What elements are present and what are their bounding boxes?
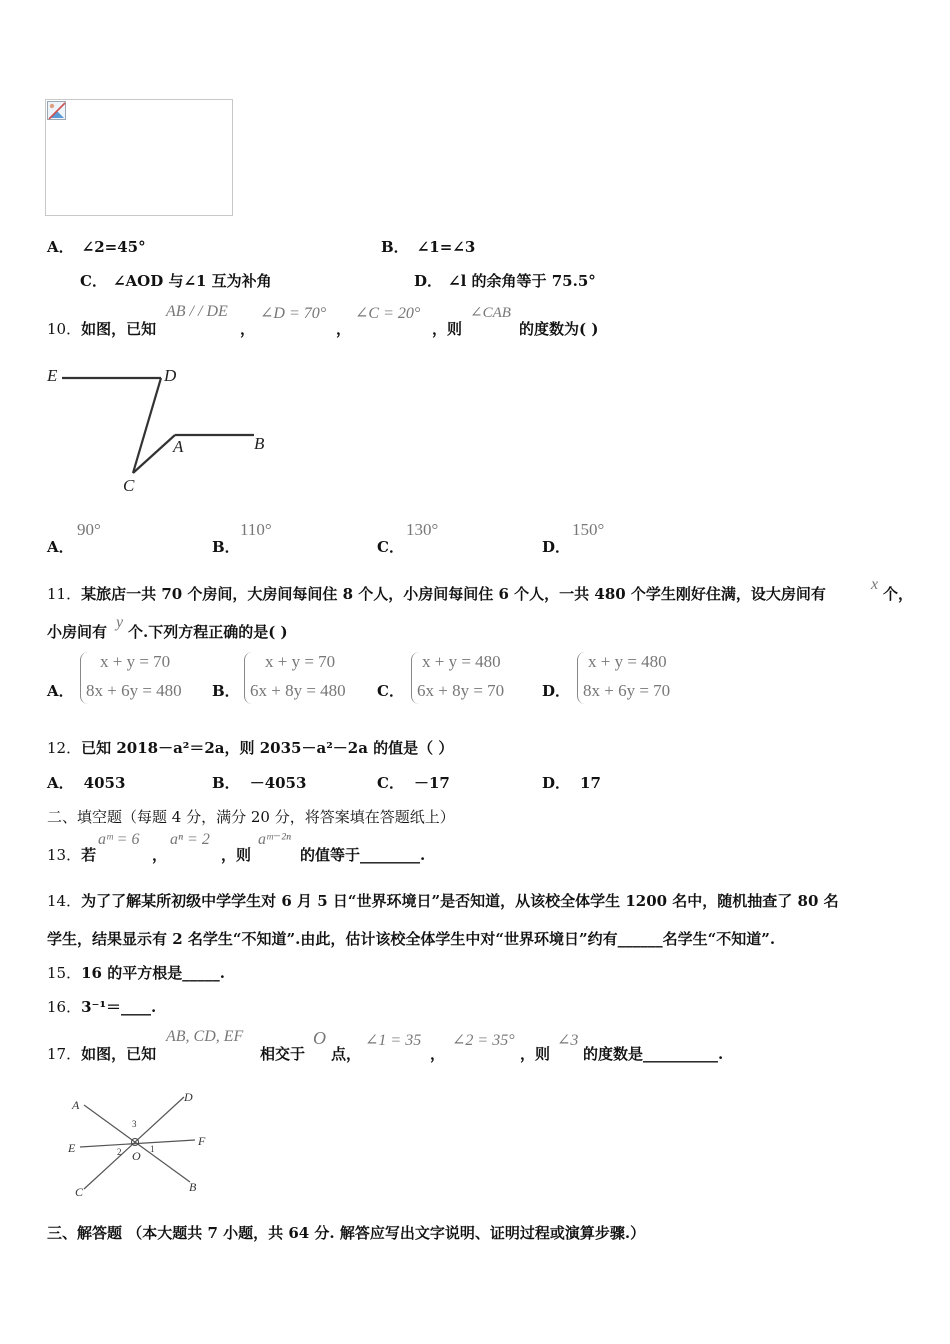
q17-then: ，则: [520, 1045, 551, 1063]
q15-text: 16 的平方根是_____.: [81, 964, 225, 982]
q11-option-c-eq1: x + y = 480: [422, 652, 501, 671]
q17-point: 点，: [331, 1045, 362, 1063]
q17-stem: [47, 1043, 156, 1064]
q10-option-c-value: 130°: [406, 520, 439, 539]
option-text: ∠1=∠3: [416, 238, 476, 256]
option-letter: D．: [542, 774, 571, 792]
line-ef: [80, 1140, 195, 1147]
question-number: 13．: [47, 846, 82, 864]
question-number: 10．: [47, 320, 82, 338]
label-e: E: [68, 1141, 76, 1155]
q15-stem: [47, 962, 225, 983]
q10-option-d-value: 150°: [572, 520, 605, 539]
option-letter: A．: [47, 774, 74, 792]
option-text: －4053: [249, 774, 307, 792]
option-text: ∠AOD 与∠1 互为补角: [112, 272, 272, 290]
angle-1-label: 1: [150, 1144, 155, 1154]
q16-stem: [47, 996, 156, 1017]
option-letter: C．: [377, 774, 404, 792]
q11-line-1: [47, 583, 826, 604]
q9-option-b: [381, 236, 475, 257]
option-text: －17: [413, 774, 450, 792]
q13-post: 的值等于________.: [300, 846, 426, 864]
q11-option-a-letter: A．: [47, 682, 74, 700]
q17-intersect: 相交于: [260, 1045, 306, 1063]
question-number: 15．: [47, 964, 82, 982]
q12-text: 已知 2018－a²＝2a，则 2035－a²－2a 的值是（ ）: [81, 739, 454, 757]
option-letter: A．: [47, 238, 74, 256]
q11-option-c-letter: C．: [377, 682, 404, 700]
q14-line-2: 学生，结果显示有 2 名学生“不知道”.由此，估计该校全体学生中对“世界环境日”约有______名学生“不知道”.: [47, 930, 776, 948]
question-number: 17．: [47, 1045, 82, 1063]
q10-comma-1: ，: [240, 320, 256, 338]
q11-option-b-eq2: 6x + 8y = 480: [250, 681, 346, 700]
q14-text-1: 为了了解某所初级中学学生对 6 月 5 日“世界环境日”是否知道，从该校全体学生 1200 名中，随机抽查了 80 名: [81, 892, 839, 910]
label-d: D: [184, 1090, 193, 1104]
label-o: O: [132, 1149, 141, 1163]
q10-expr-parallel: AB / / DE: [166, 303, 228, 320]
label-c: C: [75, 1185, 84, 1199]
q13-then: ，则: [221, 846, 252, 864]
line-cd: [84, 1097, 184, 1189]
q11-line-2-pre: 小房间有: [47, 623, 108, 641]
label-b: B: [254, 434, 265, 453]
broken-image-icon: [47, 101, 67, 121]
angle-3-label: 3: [132, 1119, 137, 1129]
option-text: ∠2=45°: [81, 238, 146, 256]
q11-option-d-letter: D．: [542, 682, 571, 700]
section-3-title: 三、解答题 （本大题共 7 小题，共 64 分. 解答应写出文字说明、证明过程或演算步骤.）: [47, 1224, 646, 1242]
q11-line-1-end: 个，: [883, 585, 914, 603]
q13-stem: [47, 844, 96, 865]
q10-comma-2: ，: [336, 320, 352, 338]
option-text: ∠l 的余角等于 75.5°: [448, 272, 596, 290]
q10-option-b-letter: B．: [212, 538, 240, 556]
option-letter: B．: [212, 774, 240, 792]
q14-line-1: [47, 890, 839, 911]
segment-dc: [133, 378, 161, 473]
q9-option-c: [80, 270, 272, 291]
label-f: F: [198, 1134, 206, 1148]
q12-option-d: [542, 772, 601, 793]
q10-expr-angle-d: ∠D = 70°: [260, 305, 327, 322]
q10-figure: [40, 360, 280, 500]
option-letter: C．: [80, 272, 107, 290]
q12-option-a: [47, 772, 125, 793]
q11-option-b-letter: B．: [212, 682, 240, 700]
q13-pre: 若: [81, 846, 97, 864]
q10-option-d-letter: D．: [542, 538, 571, 556]
option-letter: D．: [414, 272, 443, 290]
label-e: E: [47, 366, 58, 385]
q13-expr-2: aⁿ = 2: [170, 831, 210, 848]
q9-option-a: [47, 236, 146, 257]
option-text: 17: [580, 774, 601, 792]
question-number: 11．: [47, 585, 82, 603]
q11-option-d-eq2: 8x + 6y = 70: [583, 681, 671, 700]
label-d: D: [164, 366, 177, 385]
q13-expr-1: aᵐ = 6: [98, 831, 140, 848]
q17-expr-angle-1: ∠1 = 35: [365, 1032, 422, 1049]
q11-text-1: 某旅店一共 70 个房间，大房间每间住 8 个人，小房间每间住 6 个人，一共 480 个学生刚好住满，设大房间有: [81, 585, 826, 603]
q13-expr-3: aᵐ⁻²ⁿ: [258, 831, 291, 848]
label-c: C: [123, 476, 135, 495]
q10-option-a-value: 90°: [77, 520, 101, 539]
question-number: 16．: [47, 998, 82, 1016]
q10-post: 的度数为( ): [519, 320, 599, 338]
q17-expr-lines: AB, CD, EF: [166, 1028, 244, 1045]
q11-option-c-eq2: 6x + 8y = 70: [417, 681, 505, 700]
q11-option-b-eq1: x + y = 70: [265, 652, 336, 671]
question-number: 12．: [47, 739, 82, 757]
label-a: A: [72, 1098, 80, 1112]
label-a: A: [173, 437, 184, 456]
q17-sep: ，: [430, 1045, 446, 1063]
q10-expr-angle-c: ∠C = 20°: [355, 305, 421, 322]
q10-stem: [47, 318, 156, 339]
q9-option-d: [414, 270, 596, 291]
q17-pre: 如图，已知: [81, 1045, 157, 1063]
q11-option-a-eq2: 8x + 6y = 480: [86, 681, 182, 700]
q12-stem: [47, 737, 453, 758]
label-b: B: [189, 1180, 197, 1194]
q10-then: ，则: [432, 320, 463, 338]
q11-var-x: x: [871, 576, 879, 593]
q17-post: 的度数是__________.: [583, 1045, 724, 1063]
option-text: 4053: [83, 774, 126, 792]
q11-line-2-post: 个.下列方程正确的是( ): [128, 623, 288, 641]
q17-expr-o: O: [313, 1028, 326, 1048]
q13-sep: ，: [152, 846, 168, 864]
q16-text: 3⁻¹＝____.: [81, 998, 157, 1016]
section-2-title: 二、填空题（每题 4 分，满分 20 分，将答案填在答题纸上）: [47, 808, 455, 826]
broken-image-placeholder: [45, 99, 233, 216]
question-number: 14．: [47, 892, 82, 910]
q10-option-a-letter: A．: [47, 538, 74, 556]
q11-var-y: y: [116, 614, 124, 631]
q17-expr-angle-2: ∠2 = 35°: [452, 1032, 515, 1049]
q11-option-d-eq1: x + y = 480: [588, 652, 667, 671]
q17-expr-angle-3: ∠3: [557, 1032, 579, 1049]
q10-pre: 如图，已知: [81, 320, 157, 338]
q10-option-b-value: 110°: [240, 520, 272, 539]
q12-option-c: [377, 772, 450, 793]
option-letter: B．: [381, 238, 409, 256]
angle-2-label: 2: [117, 1147, 122, 1157]
q12-option-b: [212, 772, 306, 793]
q10-option-c-letter: C．: [377, 538, 404, 556]
q10-expr-cab: ∠CAB: [470, 305, 511, 321]
q11-option-a-eq1: x + y = 70: [100, 652, 171, 671]
q17-figure: [60, 1085, 220, 1200]
